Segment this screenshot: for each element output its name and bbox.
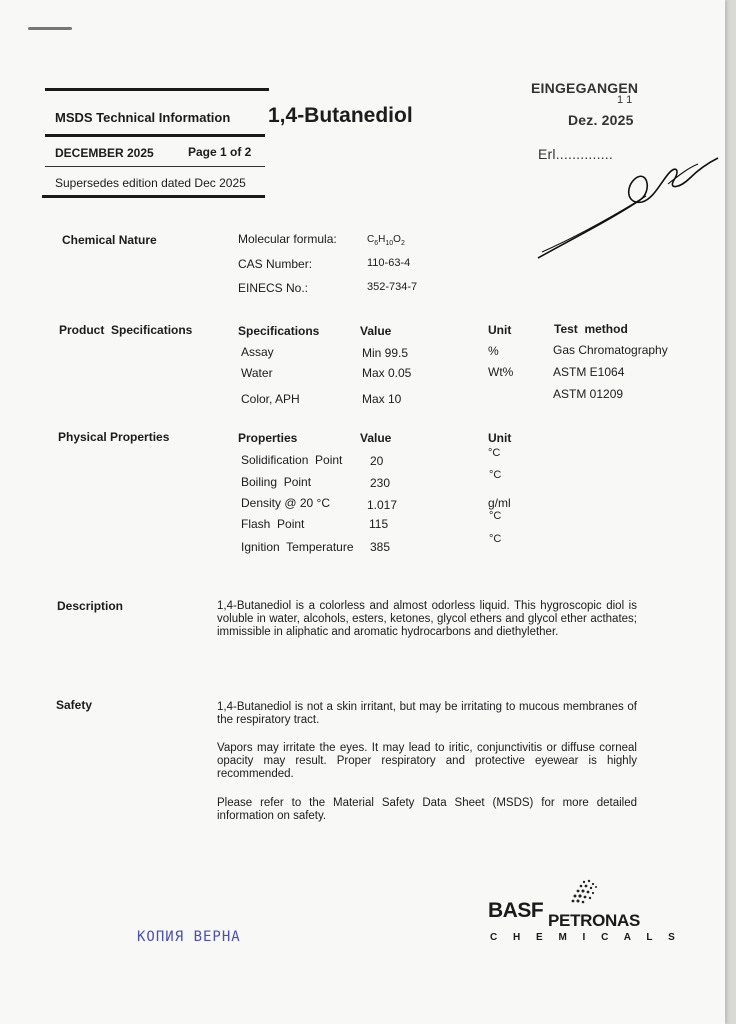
page-number: Page 1 of 2 [188, 145, 252, 159]
header-mid-rule [45, 134, 265, 137]
handwritten-signature [530, 150, 725, 265]
prop-flash-value: 115 [369, 517, 389, 531]
logo-petronas: PETRONAS [548, 911, 641, 930]
section-product-specifications: Product Specifications [59, 323, 193, 337]
spec-assay-method: Gas Chromatography [553, 343, 668, 357]
section-physical-properties: Physical Properties [58, 430, 170, 444]
spec-water-method: ASTM E1064 [553, 365, 625, 379]
doc-label: MSDS Technical Information [55, 110, 231, 125]
cas-number-label: CAS Number: [238, 257, 313, 271]
safety-paragraph-2: Vapors may irritate the eyes. It may lead to iritic, conjunctivitis or diffuse corneal opacity may result. Proper respiratory and protective eyewear is highly recommended. [217, 742, 637, 780]
spec-water-label: Water [241, 366, 273, 380]
formula-c-count: 6 [374, 240, 379, 247]
section-safety: Safety [56, 698, 93, 712]
molecular-formula-value [367, 234, 405, 247]
header-month: DECEMBER 2025 [55, 146, 154, 160]
prop-header-unit: Unit [488, 431, 512, 445]
prop-ignition-label: Ignition Temperature [241, 540, 354, 554]
section-chemical-nature: Chemical Nature [62, 233, 157, 247]
prop-solidification-label: Solidification Point [241, 453, 343, 467]
spec-assay-unit: % [488, 344, 499, 358]
logo-dots-icon [566, 878, 606, 904]
description-text: 1,4-Butanediol is a colorless and almost odorless liquid. This hygroscopic diol is voluble in water, alcohols, esters, ketones, glycol ethers and glycol ether acthates; immissible in aliphatic and aromatic hydrocarbons and diethylether. [217, 600, 637, 638]
received-stamp: EINGEGANGEN [531, 80, 639, 96]
prop-boiling-label: Boiling Point [241, 475, 312, 489]
erl-line: Erl.............. [538, 146, 613, 162]
einecs-value: 352-734-7 [367, 281, 418, 293]
product-title: 1,4-Butanediol [268, 104, 413, 127]
formula-h: H [378, 234, 386, 245]
spec-assay-label: Assay [241, 345, 274, 359]
page-mark [28, 27, 72, 30]
cas-number-value: 110-63-4 [367, 257, 411, 269]
prop-density-label: Density @ 20 °C [241, 496, 331, 510]
prop-unit-1: °C [488, 447, 501, 459]
prop-solidification-value: 20 [370, 454, 384, 468]
prop-ignition-value: 385 [370, 540, 391, 554]
spec-color-label: Color, APH [241, 392, 300, 406]
spec-header-test-method: Test method [554, 322, 628, 336]
received-date: Dez. 2025 [568, 112, 634, 128]
spec-water-value: Max 0.05 [362, 366, 412, 380]
header-top-rule [45, 88, 269, 91]
header-thin-rule [45, 166, 265, 167]
supersedes-note: Supersedes edition dated Dec 2025 [55, 176, 246, 190]
spec-color-method: ASTM 01209 [553, 387, 624, 401]
received-day-mark: 1 1 [617, 94, 633, 106]
prop-header-value: Value [360, 431, 392, 445]
prop-unit-2: °C [489, 469, 502, 481]
prop-unit-4: °C [489, 510, 502, 522]
prop-header-properties: Properties [238, 431, 298, 445]
formula-c: C [367, 234, 375, 245]
spec-header-specifications: Specifications [238, 324, 320, 338]
logo-chemicals: C H E M I C A L S [490, 932, 682, 943]
formula-h-count: 10 [385, 240, 394, 247]
safety-paragraph-1: 1,4-Butanediol is not a skin irritant, but may be irritating to mucous membranes of the respiratory tract. [217, 701, 637, 726]
formula-o-count: 2 [400, 240, 405, 247]
company-logo [488, 878, 682, 948]
prop-flash-label: Flash Point [241, 517, 305, 531]
header-bottom-rule [42, 195, 265, 198]
molecular-formula-label: Molecular formula: [238, 232, 337, 246]
spec-color-value: Max 10 [362, 392, 402, 406]
safety-paragraph-3: Please refer to the Material Safety Data Sheet (MSDS) for more detailed information on safety. [217, 797, 637, 822]
section-description: Description [57, 599, 124, 613]
prop-unit-5: °C [489, 533, 502, 545]
copy-verified-stamp: КОПИЯ ВЕРНА [137, 929, 241, 945]
spec-water-unit: Wt% [488, 365, 514, 379]
prop-density-value: 1.017 [367, 498, 398, 512]
prop-unit-3: g/ml [488, 496, 511, 510]
formula-o: O [393, 234, 401, 245]
spec-assay-value: Min 99.5 [362, 346, 409, 360]
spec-header-unit: Unit [488, 323, 512, 337]
logo-basf: BASF [488, 899, 544, 922]
spec-header-value: Value [360, 324, 392, 338]
einecs-label: EINECS No.: [238, 281, 309, 295]
prop-boiling-value: 230 [370, 476, 391, 490]
